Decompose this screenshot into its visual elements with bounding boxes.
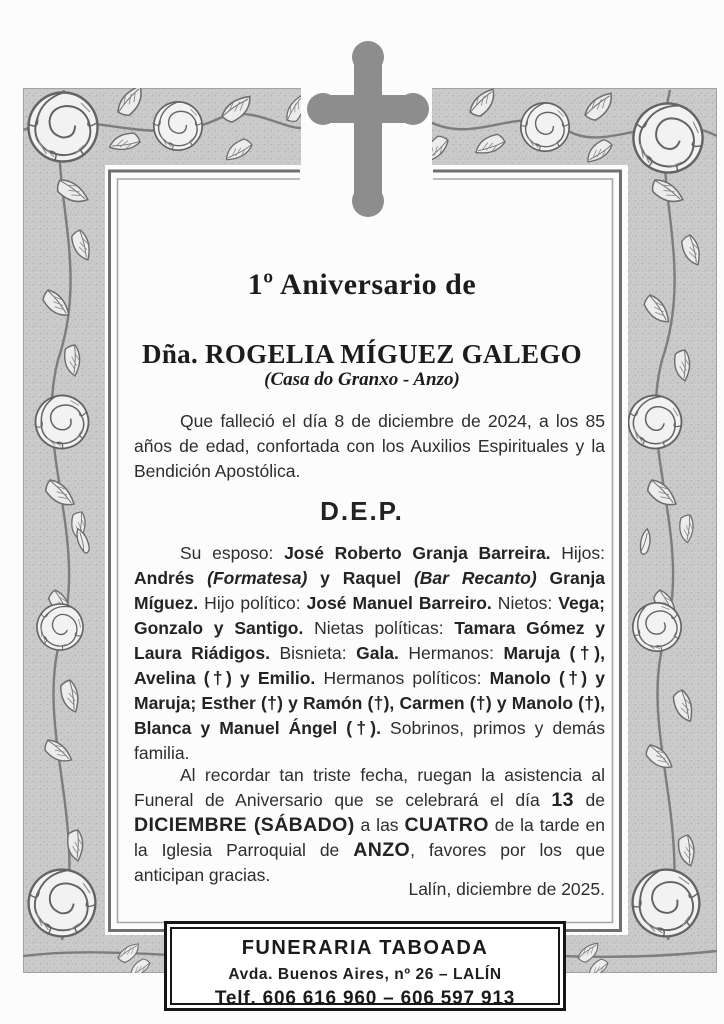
house-name: (Casa do Granxo - Anzo) [264, 369, 460, 390]
dep-heading: D.E.P. [320, 496, 404, 526]
anniversary-title: 1º Aniversario de [247, 268, 477, 301]
funeral-home-inner-frame [170, 927, 560, 1009]
funeral-home-phone: Telf. 606 616 960 – 606 597 913 [214, 988, 516, 1009]
funeral-home-address: Avda. Buenos Aires, nº 26 – LALÍN [228, 966, 502, 983]
family-paragraph: Su esposo: José Roberto Granja Barreira. Hijos: Andrés (Formatesa) y Raquel (Bar Recanto) Granja Míguez. Hijo político: José Manuel Barreiro. Nietos: Vega; Gonzalo y Santigo. Nietas políticas: Tamara Gómez y Laura Riádigos. Bisnieta: Gala. Hermanos: Maruja (†), Avelina (†) y Emilio. Hermanos políticos: Manolo (†) y Maruja; Esther (†) y Ramón (†), Carmen (†) y Manolo (†), Blanca y Manuel Ángel (†). Sobrinos, primos y demás familia. [134, 543, 605, 763]
funeral-paragraph: Al recordar tan triste fecha, ruegan la asistencia al Funeral de Aniversario que se celebrará el día 13 de DICIEMBRE (SÁBADO) a las CUATRO de la tarde en la Iglesia Parroquial de ANZO, favores por los que anticipan gracias. [134, 765, 606, 885]
funeral-home-box [164, 921, 566, 1011]
closing-dateline: Lalín, diciembre de 2025. [408, 879, 605, 899]
deceased-name: Dña. ROGELIA MÍGUEZ GALEGO [142, 339, 582, 369]
funeral-home-name: FUNERARIA TABOADA [241, 937, 489, 959]
obit-paragraph: Que falleció el día 8 de diciembre de 2024, a los 85 años de edad, confortada con los Auxilios Espirituales y la Bendición Apostólica. [134, 411, 605, 481]
